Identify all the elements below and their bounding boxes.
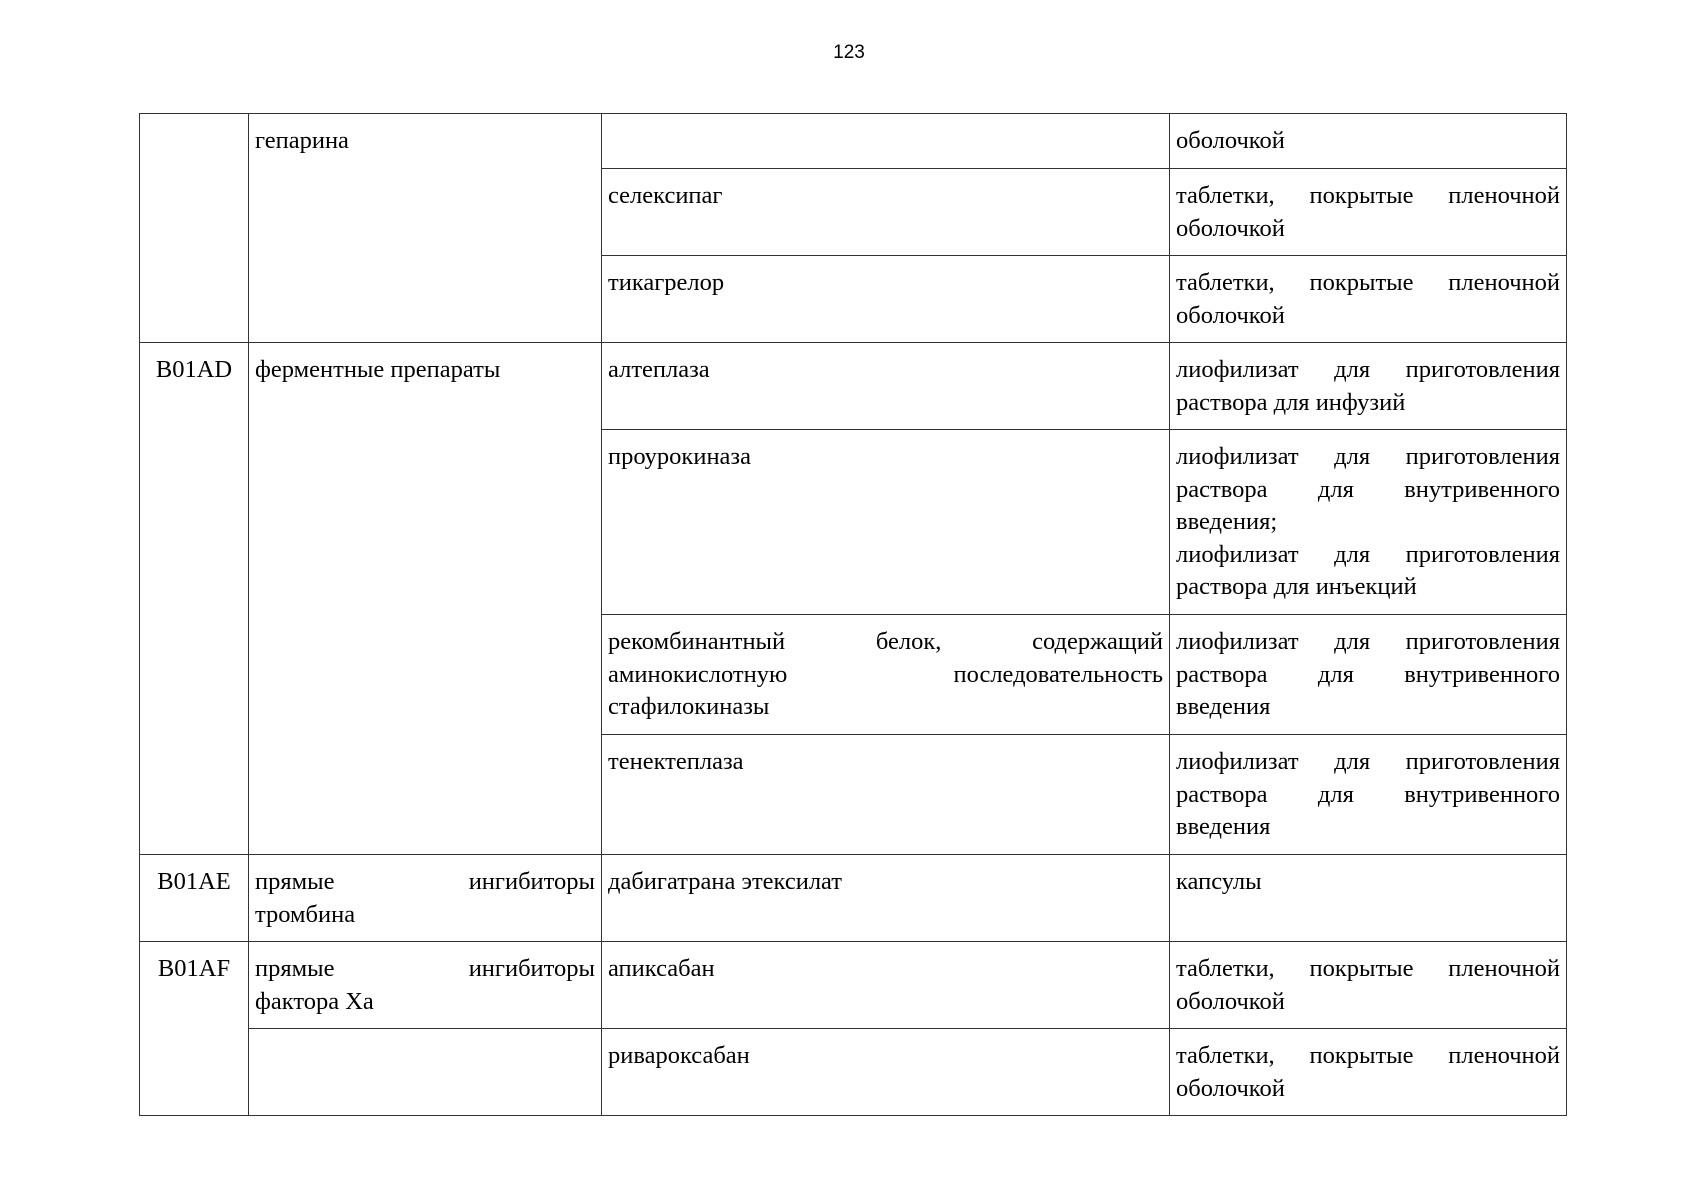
form-cell (1170, 942, 1567, 1029)
form-cell (1170, 615, 1567, 735)
drug-cell: тикагрелор (602, 256, 1170, 343)
drug-line: рекомбинантный белок, содержащий (608, 628, 1163, 655)
form-line: раствора для внутривенного (1176, 475, 1560, 503)
drug-cell: алтеплаза (602, 343, 1170, 430)
form-line: раствора для инфузий (1176, 388, 1406, 416)
drug-cell: дабигатрана этексилат (602, 855, 1170, 942)
drug-cell (602, 615, 1170, 735)
form-line: таблетки, покрытые пленочной (1176, 1042, 1560, 1069)
drug-cell: ривароксабан (602, 1029, 1170, 1116)
atc-code-cell (140, 114, 249, 343)
table-row (140, 1029, 1567, 1116)
group-line: фактора Xa (255, 987, 374, 1015)
form-cell: оболочкой (1170, 114, 1567, 169)
form-cell (1170, 735, 1567, 855)
form-cell: капсулы (1170, 855, 1567, 942)
drug-cell: тенектеплаза (602, 735, 1170, 855)
form-line: лиофилизат для приготовления (1176, 540, 1560, 568)
form-line: таблетки, покрытые пленочной (1176, 955, 1560, 982)
drug-cell: селексипаг (602, 169, 1170, 256)
table-row (140, 343, 1567, 430)
drug-cell: проурокиназа (602, 430, 1170, 615)
drug-cell (602, 114, 1170, 169)
form-line: лиофилизат для приготовления (1176, 628, 1560, 655)
table-row (140, 855, 1567, 942)
form-line: раствора для инъекций (1176, 573, 1417, 600)
form-line: оболочкой (1176, 1074, 1285, 1102)
form-cell (1170, 430, 1567, 615)
group-cell (249, 942, 602, 1029)
group-cell: ферментные препараты (249, 343, 602, 855)
atc-code-cell: B01AD (140, 343, 249, 855)
form-line: оболочкой (1176, 301, 1285, 329)
form-line: введения (1176, 813, 1271, 840)
atc-code-cell: B01AF (140, 942, 249, 1116)
form-line: оболочкой (1176, 987, 1285, 1015)
form-line: лиофилизат для приготовления (1176, 356, 1560, 383)
form-line: раствора для внутривенного (1176, 660, 1560, 688)
atc-code-cell: B01AE (140, 855, 249, 942)
group-cell (249, 855, 602, 942)
group-cell (249, 1029, 602, 1116)
form-line: таблетки, покрытые пленочной (1176, 269, 1560, 296)
form-line: введения; (1176, 508, 1278, 535)
table-row (140, 942, 1567, 1029)
form-line: лиофилизат для приготовления (1176, 748, 1560, 775)
group-line: прямые ингибиторы (255, 868, 595, 895)
form-cell (1170, 169, 1567, 256)
group-line: тромбина (255, 900, 356, 928)
drug-table (139, 113, 1567, 1116)
drug-line: стафилокиназы (608, 693, 770, 720)
form-cell (1170, 343, 1567, 430)
form-line: введения (1176, 693, 1271, 720)
form-line: таблетки, покрытые пленочной (1176, 182, 1560, 209)
page-number: 123 (833, 42, 865, 63)
drug-cell: апиксабан (602, 942, 1170, 1029)
group-cell: гепарина (249, 114, 602, 343)
form-line: лиофилизат для приготовления (1176, 443, 1560, 470)
form-cell (1170, 256, 1567, 343)
drug-line: аминокислотную последовательность (608, 660, 1163, 688)
group-line: прямые ингибиторы (255, 955, 595, 982)
form-line: оболочкой (1176, 214, 1285, 242)
form-cell (1170, 1029, 1567, 1116)
form-line: раствора для внутривенного (1176, 780, 1560, 808)
table-row (140, 114, 1567, 169)
